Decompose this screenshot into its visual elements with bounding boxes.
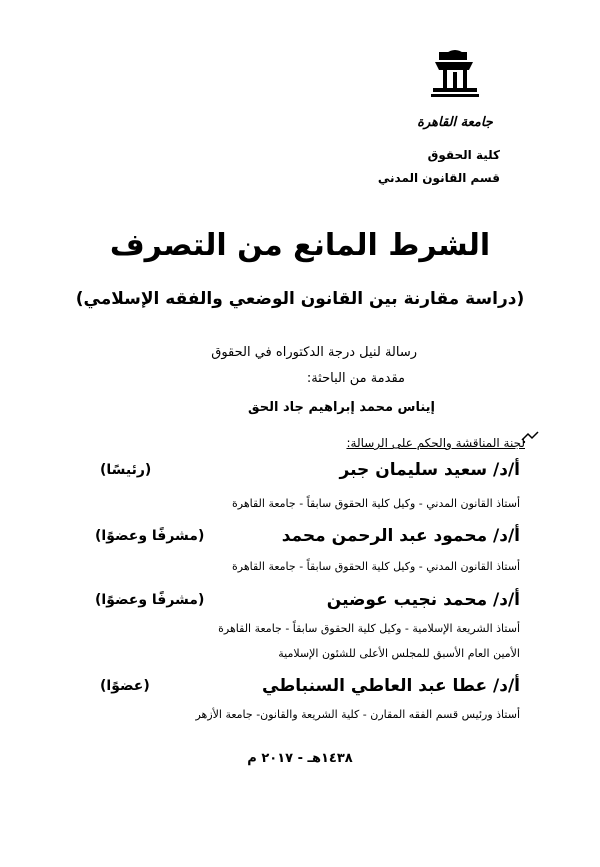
member-description: أستاذ ورئيس قسم الفقه المقارن - كلية الشريعة والقانون- جامعة الأزهر — [195, 708, 520, 721]
member-description: الأمين العام الأسبق للمجلس الأعلى للشئون الإسلامية — [278, 647, 520, 660]
logo-caption: جامعة القاهرة — [417, 115, 493, 130]
member-name: أ/د/ محمد نجيب عوضين — [326, 590, 520, 610]
department-name: قسم القانون المدني — [377, 171, 500, 185]
researcher-name: إيناس محمد إبراهيم جاد الحق — [248, 400, 435, 415]
member-role: (رئيسًا) — [100, 462, 152, 478]
member-description: أستاذ الشريعة الإسلامية - وكيل كلية الحقوق سابقاً - جامعة القاهرة — [218, 622, 520, 635]
faculty-name: كلية الحقوق — [427, 148, 500, 162]
member-name: أ/د/ سعيد سليمان جبر — [339, 460, 520, 480]
member-description: أستاذ القانون المدني - وكيل كلية الحقوق سابقاً - جامعة القاهرة — [232, 560, 520, 573]
member-role: (مشرفًا وعضوًا) — [95, 592, 205, 608]
thesis-title: الشرط المانع من التصرف — [109, 228, 491, 263]
degree-statement: رسالة لنيل درجة الدكتوراه في الحقوق — [211, 345, 417, 360]
presented-by-label: مقدمة من الباحثة: — [306, 371, 405, 386]
thesis-date: ١٤٣٨هـ - ٢٠١٧ م — [247, 751, 353, 766]
member-role: (عضوًا) — [100, 678, 150, 694]
university-logo-icon — [417, 48, 493, 138]
committee-heading: لجنة المناقشة والحكم على الرسالة: — [346, 436, 525, 450]
member-name: أ/د/ محمود عبد الرحمن محمد — [281, 526, 520, 546]
member-name: أ/د/ عطا عبد العاطي السنباطي — [262, 676, 520, 696]
thesis-subtitle: (دراسة مقارنة بين القانون الوضعي والفقه الإسلامي) — [75, 289, 525, 309]
member-description: أستاذ القانون المدني - وكيل كلية الحقوق سابقاً - جامعة القاهرة — [232, 497, 520, 510]
member-role: (مشرفًا وعضوًا) — [95, 528, 205, 544]
